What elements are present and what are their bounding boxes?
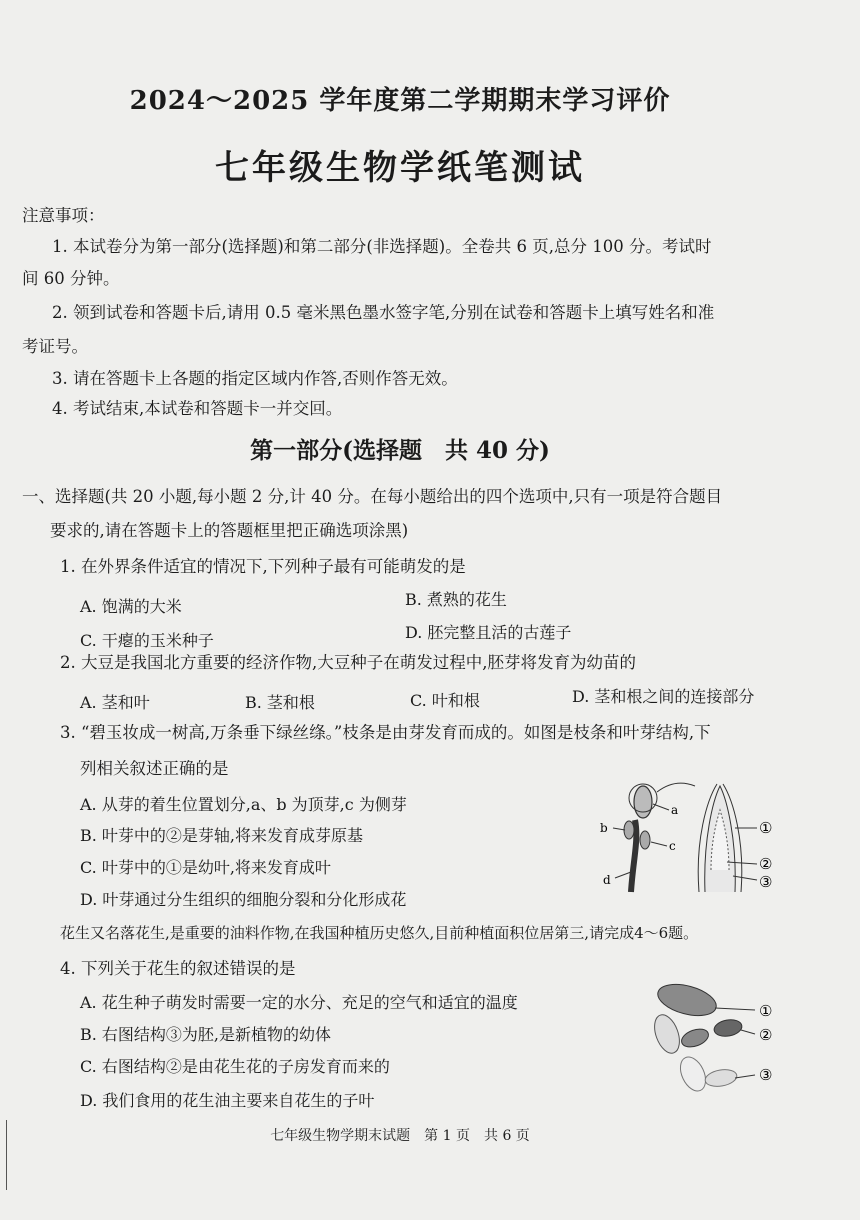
label-a: a: [671, 803, 679, 817]
label-line-2: [741, 1030, 755, 1034]
section-instructions: 一、选择题(共 20 小题,每小题 2 分,计 40 分。在每小题给出的四个选项中,只有一项是符合题目: [22, 487, 723, 506]
question-3-option-b: B. 叶芽中的②是芽轴,将来发育成芽原基: [80, 826, 364, 845]
label-2: ②: [759, 1026, 773, 1044]
terminal-bud: [634, 786, 652, 818]
label-line-1: [715, 1008, 755, 1010]
label-3: ③: [759, 873, 773, 891]
question-4-stem: 4. 下列关于花生的叙述错误的是: [60, 959, 296, 978]
question-4-option-b: B. 右图结构③为胚,是新植物的幼体: [80, 1025, 332, 1044]
seed-coat-left: [679, 1026, 711, 1051]
page-footer: 七年级生物学期末试题 第 1 页 共 6 页: [270, 1128, 530, 1144]
peanut-shell-half: [650, 1011, 684, 1056]
exam-subtitle: 七年级生物学纸笔测试: [215, 148, 585, 188]
label-line-b: [613, 828, 625, 830]
question-3-option-a: A. 从芽的着生位置划分,a、b 为顶芽,c 为侧芽: [80, 795, 407, 814]
question-2-option-b: B. 茎和根: [245, 693, 315, 712]
question-4-option-a: A. 花生种子萌发时需要一定的水分、充足的空气和适宜的温度: [80, 993, 518, 1012]
question-1-option-d: D. 胚完整且活的古莲子: [405, 623, 572, 642]
note-item-1-cont: 间 60 分钟。: [22, 269, 120, 288]
question-1-option-a: A. 饱满的大米: [80, 597, 182, 616]
label-line-3: [735, 1075, 755, 1078]
question-1-option-c: C. 干瘪的玉米种子: [80, 631, 214, 650]
peanut-seed-figure: [635, 978, 795, 1093]
question-1-option-b: B. 煮熟的花生: [405, 590, 507, 609]
label-line-c: [651, 842, 667, 846]
note-item-1: 1. 本试卷分为第一部分(选择题)和第二部分(非选择题)。全卷共 6 页,总分 100 分。考试时: [52, 237, 712, 256]
question-3-option-d: D. 叶芽通过分生组织的细胞分裂和分化形成花: [80, 890, 407, 909]
question-2-stem: 2. 大豆是我国北方重要的经济作物,大豆种子在萌发过程中,胚芽将发育为幼苗的: [60, 653, 636, 672]
question-1-stem: 1. 在外界条件适宜的情况下,下列种子最有可能萌发的是: [60, 557, 466, 576]
notes-heading: 注意事项：: [22, 206, 105, 225]
lateral-bud-b: [624, 821, 634, 839]
cotyledon: [675, 1053, 710, 1093]
binding-line: [6, 1120, 7, 1190]
question-3-stem: 3. “碧玉妆成一树高,万条垂下绿丝绦。”枝条是由芽发育而成的。如图是枝条和叶芽结构,下: [60, 723, 711, 742]
label-b: b: [600, 821, 608, 835]
question-3-stem-cont: 列相关叙述正确的是: [80, 759, 229, 778]
label-line-3: [733, 876, 757, 880]
label-c: c: [669, 839, 676, 853]
note-item-2: 2. 领到试卷和答题卡后,请用 0.5 毫米黑色墨水签字笔,分别在试卷和答题卡上填写姓名和准: [52, 303, 715, 322]
label-2: ②: [759, 855, 773, 873]
label-line-a: [653, 804, 669, 810]
embryo: [704, 1067, 738, 1088]
branch-bud-figure: [595, 780, 795, 895]
note-item-2-cont: 考证号。: [22, 337, 88, 356]
question-4-option-c: C. 右图结构②是由花生花的子房发育而来的: [80, 1057, 390, 1076]
question-2-option-a: A. 茎和叶: [80, 693, 150, 712]
pointer-arrow: [657, 783, 695, 792]
note-item-4: 4. 考试结束,本试卷和答题卡一并交回。: [52, 399, 343, 418]
section-title: 第一部分(选择题 共 40 分): [250, 437, 550, 464]
exam-title: 2024～2025 学年度第二学期期末学习评价: [129, 86, 671, 116]
label-3: ③: [759, 1066, 773, 1084]
question-2-option-c: C. 叶和根: [410, 691, 480, 710]
lateral-bud-c: [640, 831, 650, 849]
seed-coat-right: [713, 1018, 743, 1039]
peanut-intro: 花生又名落花生,是重要的油料作物,在我国种植历史悠久,目前种植面积位居第三,请完成4～6题。: [60, 924, 699, 942]
question-4-option-d: D. 我们食用的花生油主要来自花生的子叶: [80, 1091, 375, 1110]
question-2-option-d: D. 茎和根之间的连接部分: [572, 687, 755, 706]
note-item-3: 3. 请在答题卡上各题的指定区域内作答,否则作答无效。: [52, 369, 458, 388]
section-instructions-cont: 要求的,请在答题卡上的答题框里把正确选项涂黑): [50, 521, 409, 540]
label-d: d: [603, 873, 611, 887]
label-1: ①: [759, 819, 773, 837]
label-line-d: [615, 872, 631, 878]
question-3-option-c: C. 叶芽中的①是幼叶,将来发育成叶: [80, 858, 331, 877]
label-1: ①: [759, 1002, 773, 1020]
